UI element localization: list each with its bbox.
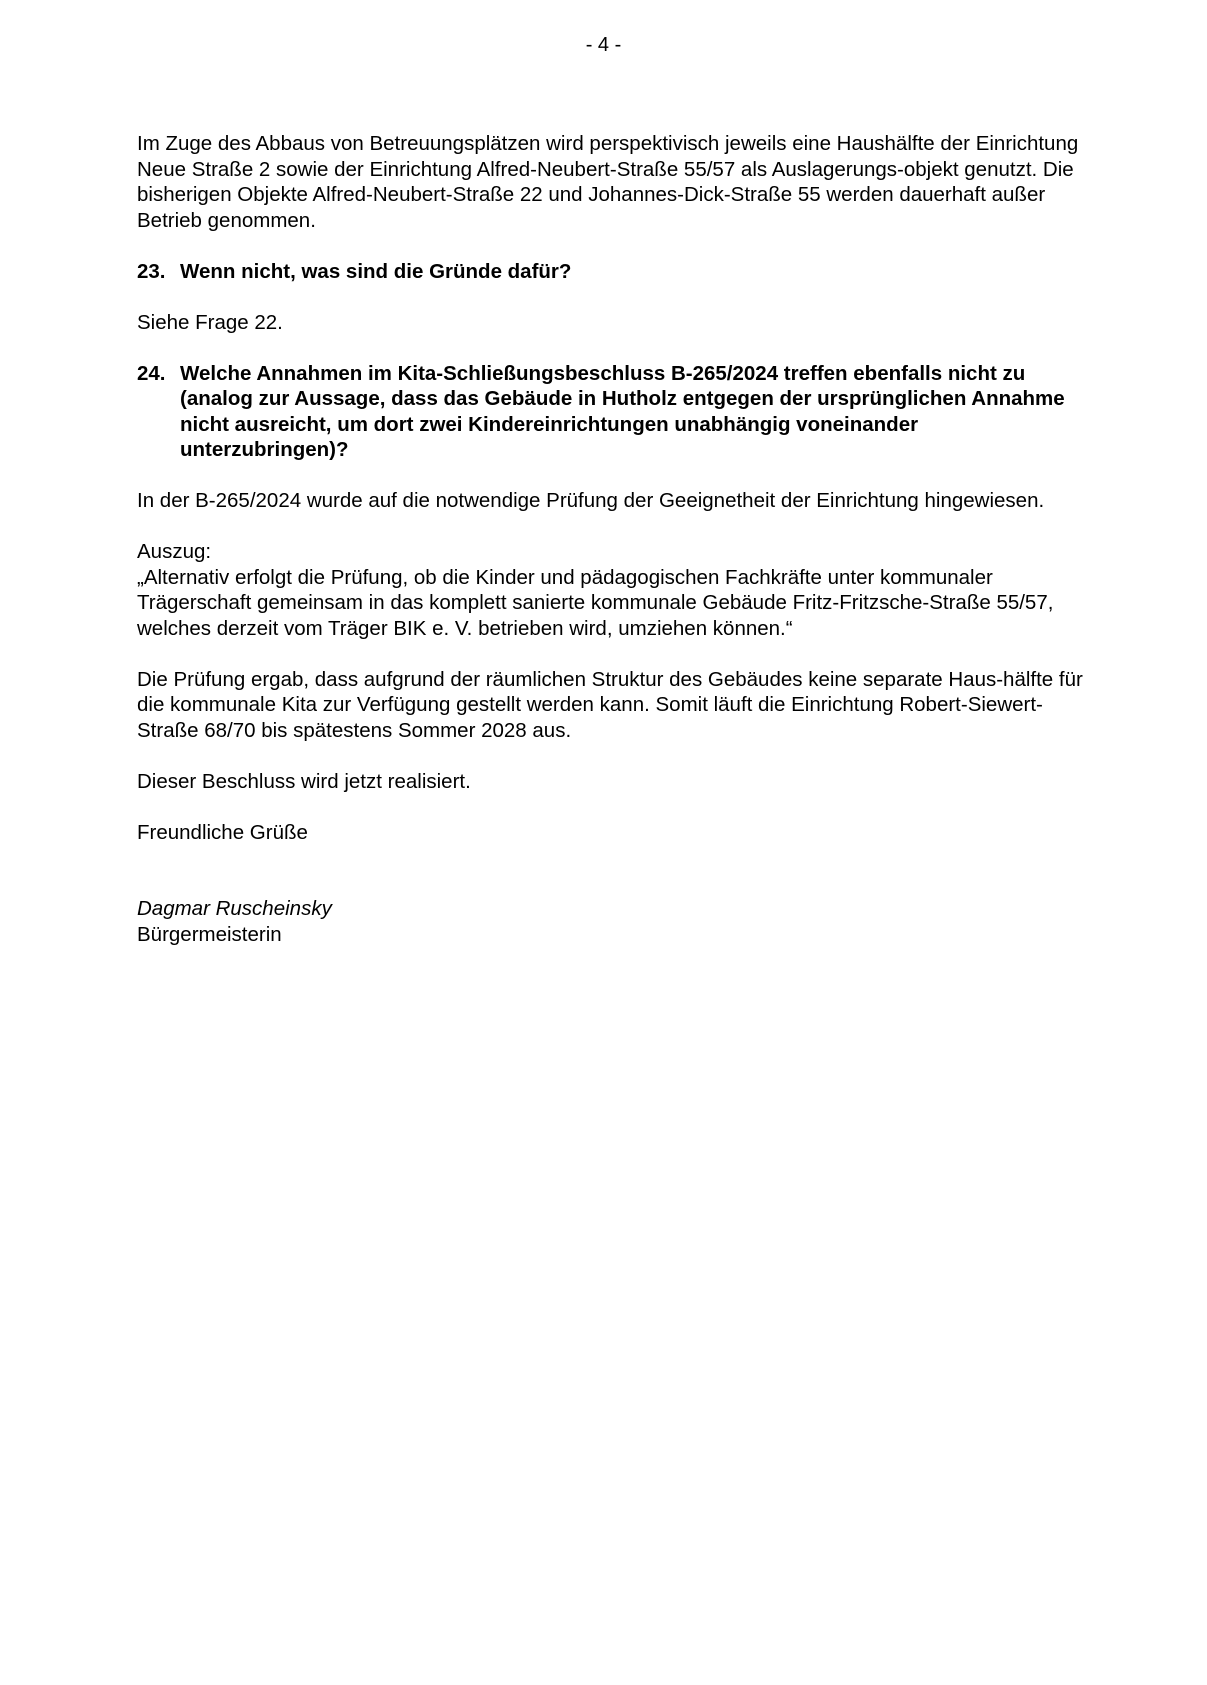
document-body — [137, 131, 1087, 947]
question-24 — [137, 361, 1087, 463]
signature-name: Dagmar Ruscheinsky — [137, 897, 332, 920]
answer-24-result: Die Prüfung ergab, dass aufgrund der räumlichen Struktur des Gebäudes keine separate Haus-hälfte für die kommunale Kita zur Verfügung gestellt werden kann. Somit läuft die Einrichtung Robert-Siewert-Straße 68/70 bis spätestens Sommer 2028 aus. — [137, 667, 1083, 742]
intro-paragraph: Im Zuge des Abbaus von Betreuungsplätzen wird perspektivisch jeweils eine Haushälfte der Einrichtung Neue Straße 2 sowie der Einrichtung Alfred-Neubert-Straße 55/57 als Auslagerungs-objekt genutzt. Die bisherigen Objekte Alfred-Neubert-Straße 22 und Johannes-Dick-Straße 55 werden dauerhaft außer Betrieb genommen. — [137, 132, 1079, 232]
question-text: Welche Annahmen im Kita-Schließungsbeschluss B-265/2024 treffen ebenfalls nicht zu (analog zur Aussage, dass das Gebäude in Hutholz entgegen der ursprünglichen Annahme nicht ausreicht, um dort zwei Kindereinrichtungen unabhängig voneinander unterzubringen)? — [180, 361, 1065, 461]
signature-title: Bürgermeisterin — [137, 922, 282, 946]
page-number: - 4 - — [585, 34, 622, 56]
question-text: Wenn nicht, was sind die Gründe dafür? — [180, 259, 572, 283]
excerpt-quote: „Alternativ erfolgt die Prüfung, ob die Kinder und pädagogischen Fachkräfte unter kommunaler Trägerschaft gemeinsam in das komplett sanierte kommunale Gebäude Fritz-Fritzsche-Straße 55/57, welches derzeit vom Träger BIK e. V. betrieben wird, umziehen können.“ — [137, 565, 1054, 640]
question-number: 24. — [137, 361, 166, 385]
question-number: 23. — [137, 259, 166, 283]
question-23 — [137, 259, 1087, 285]
answer-23: Siehe Frage 22. — [137, 310, 283, 334]
excerpt-label: Auszug: — [137, 540, 212, 563]
closing-greeting: Freundliche Grüße — [137, 820, 308, 844]
answer-24-conclusion: Dieser Beschluss wird jetzt realisiert. — [137, 769, 471, 793]
answer-24-intro: In der B-265/2024 wurde auf die notwendige Prüfung der Geeignetheit der Einrichtung hingewiesen. — [137, 489, 1045, 512]
